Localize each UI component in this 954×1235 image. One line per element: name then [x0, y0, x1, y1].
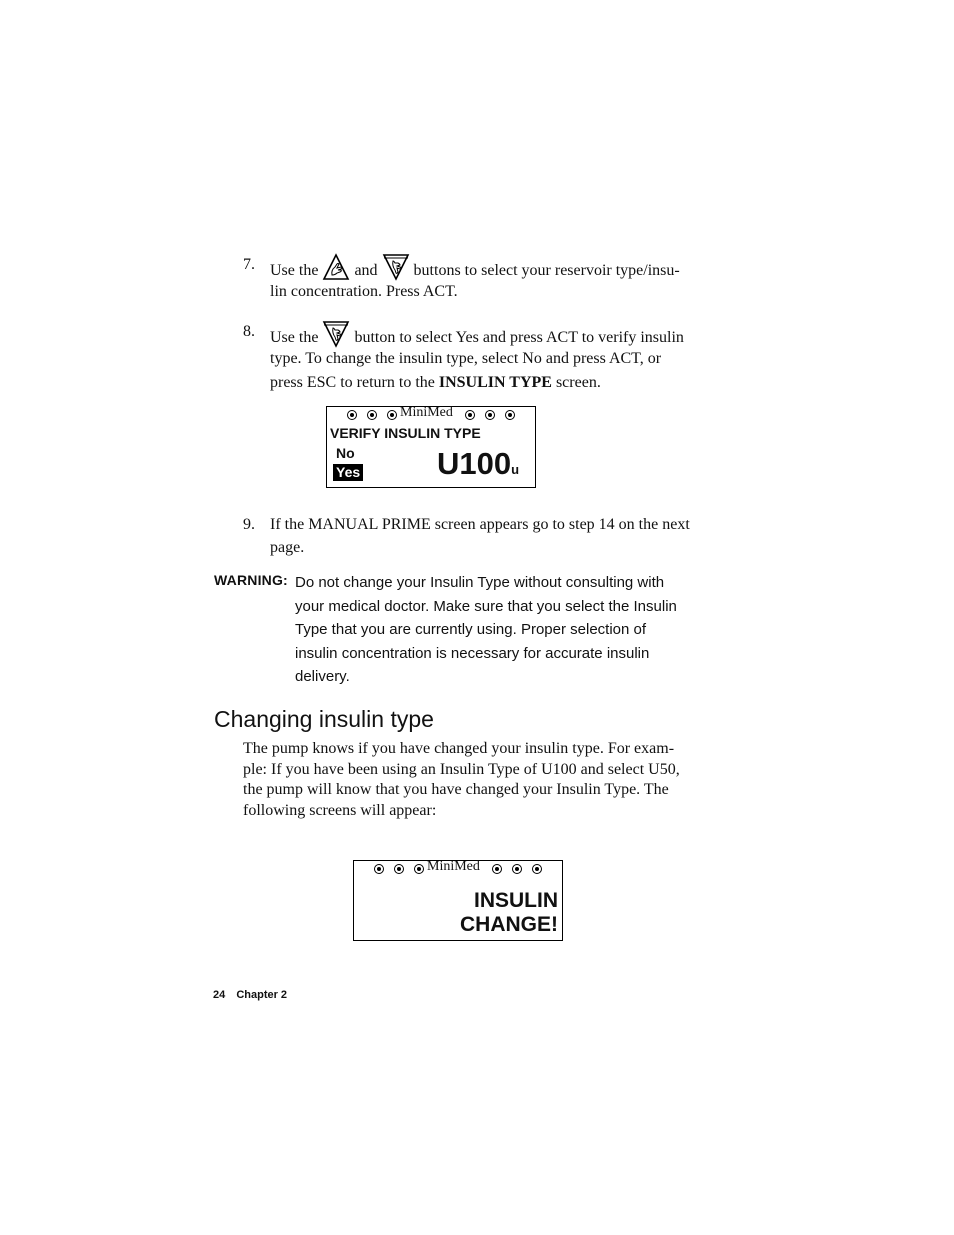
paragraph-line: the pump will know that you have changed your Insulin Type. The	[243, 781, 669, 798]
message-line-2: CHANGE!	[460, 913, 558, 936]
step-7-text: Use the	[270, 262, 319, 279]
step-9-number: 9.	[243, 516, 255, 533]
indicator-light-icon	[465, 410, 475, 420]
indicator-light-icon	[387, 410, 397, 420]
step-7-line-2: lin concentration. Press ACT.	[270, 283, 458, 300]
indicator-light-icon	[414, 864, 424, 874]
warning-label: WARNING:	[214, 572, 288, 588]
step-8-text: button to select Yes and press ACT to verify insulin	[354, 329, 684, 346]
indicator-light-icon	[367, 410, 377, 420]
warning-line: delivery.	[295, 668, 350, 685]
indicator-light-icon	[505, 410, 515, 420]
indicator-lights	[354, 861, 562, 879]
step-8-text: press ESC to return to the	[270, 374, 435, 391]
step-8-line-2: type. To change the insulin type, select No and press ACT, or	[270, 350, 662, 367]
option-yes-selected: Yes	[333, 464, 363, 481]
verify-insulin-type-screen	[326, 406, 536, 488]
brand-label: MiniMed	[400, 405, 453, 420]
warning-line: your medical doctor. Make sure that you select the Insulin	[295, 597, 677, 615]
step-8-line-3	[270, 371, 720, 395]
warning-line: insulin concentration is necessary for accurate insulin	[295, 644, 650, 662]
step-8-text: Use the	[270, 329, 319, 346]
indicator-light-icon	[347, 410, 357, 420]
screen-title: VERIFY INSULIN TYPE	[330, 425, 481, 441]
insulin-concentration-value	[437, 446, 519, 488]
section-heading: Changing insulin type	[214, 706, 434, 732]
brand-label: MiniMed	[427, 859, 480, 874]
step-7-text: buttons to select your reservoir type/insu-	[413, 262, 680, 279]
message-line-1: INSULIN	[474, 889, 558, 912]
insulin-unit: u	[511, 462, 520, 477]
indicator-light-icon	[492, 864, 502, 874]
up-arrow-button-icon	[322, 253, 350, 281]
indicator-light-icon	[485, 410, 495, 420]
step-9-line-1: If the MANUAL PRIME screen appears go to step 14 on the next	[270, 516, 690, 533]
step-7-text: and	[354, 262, 378, 279]
down-arrow-button-icon	[382, 253, 410, 281]
page-number: 24	[213, 989, 226, 1001]
step-7-line-1	[270, 253, 720, 283]
section-paragraph	[243, 739, 715, 821]
insulin-value: U100	[437, 446, 512, 481]
paragraph-line: ple: If you have been using an Insulin Type of U100 and select U50,	[243, 760, 680, 778]
indicator-light-icon	[512, 864, 522, 874]
step-8-text: screen.	[555, 374, 601, 391]
insulin-change-message	[460, 889, 558, 937]
option-no: No	[336, 445, 355, 461]
step-7-number: 7.	[243, 256, 255, 273]
indicator-lights	[327, 407, 535, 425]
warning-text	[295, 571, 720, 689]
paragraph-line: The pump knows if you have changed your insulin type. For exam-	[243, 740, 675, 757]
down-arrow-button-icon	[322, 320, 350, 348]
insulin-change-screen	[353, 860, 563, 941]
indicator-light-icon	[374, 864, 384, 874]
warning-line: Type that you are currently using. Proper selection of	[295, 621, 647, 638]
paragraph-line: following screens will appear:	[243, 801, 437, 819]
chapter-label: Chapter 2	[236, 989, 288, 1001]
indicator-light-icon	[532, 864, 542, 874]
step-9-line-2: page.	[270, 539, 305, 556]
warning-line: Do not change your Insulin Type without consulting with	[295, 574, 665, 591]
indicator-light-icon	[394, 864, 404, 874]
step-8-number: 8.	[243, 323, 255, 340]
page-footer	[213, 989, 287, 1001]
step-8-line-1	[270, 320, 720, 350]
insulin-type-screen-name: INSULIN TYPE	[438, 374, 552, 391]
